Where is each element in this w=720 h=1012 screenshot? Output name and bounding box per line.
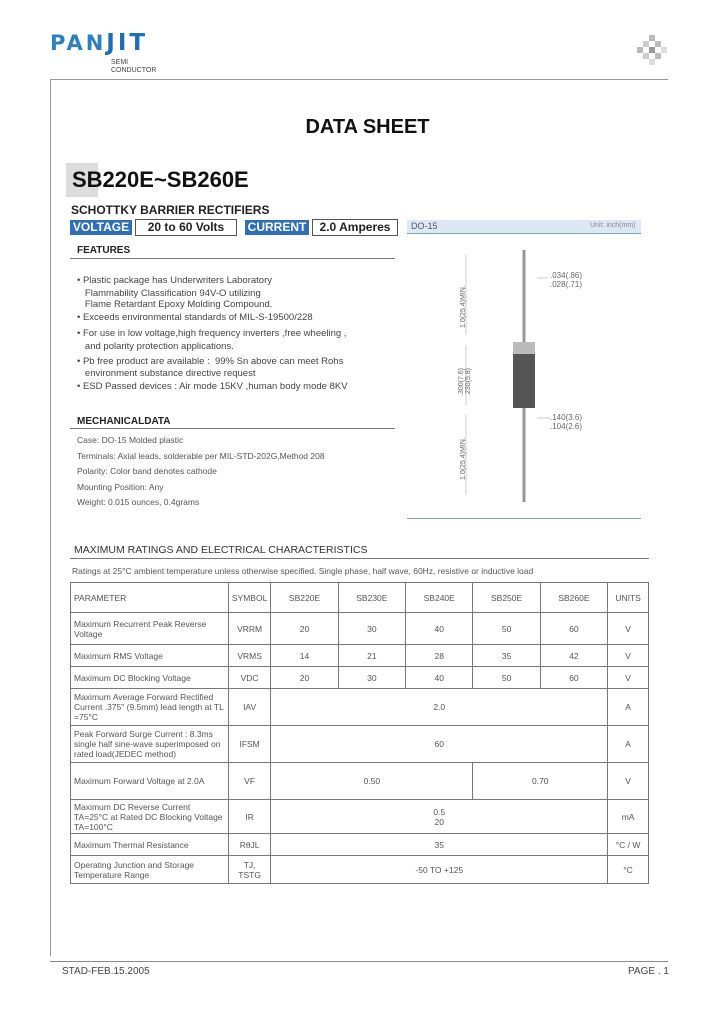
ratings-table xyxy=(70,582,649,884)
value-cell: 40 xyxy=(406,613,473,645)
page-frame-left xyxy=(50,80,51,956)
param-cell: Maximum Forward Voltage at 2.0A xyxy=(71,763,229,800)
symbol-cell: VRRM xyxy=(228,613,270,645)
value-cell: 30 xyxy=(338,667,405,689)
value-cell: 50 xyxy=(473,613,540,645)
feature-line: • Pb free product are available : 99% Sn above can meet Rohs xyxy=(77,356,344,367)
features-heading: FEATURES xyxy=(77,245,131,256)
unit-cell: V xyxy=(608,645,649,667)
value-cell: 2.0 xyxy=(271,689,608,726)
value-cell: 21 xyxy=(338,645,405,667)
header-cell: SB230E xyxy=(338,583,405,613)
unit-cell: V xyxy=(608,613,649,645)
symbol-cell: TJ, TSTG xyxy=(228,856,270,884)
feature-line: • ESD Passed devices : Air mode 15KV ,human body mode 8KV xyxy=(77,381,348,392)
unit-cell: A xyxy=(608,726,649,763)
param-cell: Peak Forward Surge Current : 8.3ms single half sine-wave superimposed on rated load(JEDEC method) xyxy=(71,726,229,763)
logo-subtitle: SEMI CONDUCTOR xyxy=(111,59,157,74)
table-row xyxy=(71,613,649,645)
value-cell: 60 xyxy=(271,726,608,763)
symbol-cell: VDC xyxy=(228,667,270,689)
header-rule xyxy=(50,79,668,80)
value-cell: 14 xyxy=(271,645,338,667)
mechanical-line: Polarity: Color band denotes cathode xyxy=(77,466,217,476)
value-cell: 0.70 xyxy=(473,763,608,800)
package-bottom-rule xyxy=(407,518,641,519)
feature-line: Flame Retardant Epoxy Molding Compound. xyxy=(77,299,273,310)
table-row xyxy=(71,834,649,856)
param-cell: Maximum DC Blocking Voltage xyxy=(71,667,229,689)
footer-date: STAD-FEB.15.2005 xyxy=(62,966,150,977)
feature-line: Flammability Classification 94V-O utilizing xyxy=(77,288,261,299)
value-cell: 50 xyxy=(473,667,540,689)
features-rule xyxy=(70,258,395,259)
header-cell: PARAMETER xyxy=(71,583,229,613)
value-cell: 30 xyxy=(338,613,405,645)
param-cell: Maximum RMS Voltage xyxy=(71,645,229,667)
value-cell: 40 xyxy=(406,667,473,689)
mechanical-line: Terminals: Axial leads, solderable per MIL-STD-202G,Method 208 xyxy=(77,451,325,461)
feature-line: and polarity protection applications. xyxy=(77,341,234,352)
page-title: DATA SHEET xyxy=(305,116,430,138)
table-row xyxy=(71,763,649,800)
page-number: PAGE . 1 xyxy=(628,966,669,977)
unit-cell: A xyxy=(608,689,649,726)
param-cell: Maximum Average Forward Rectified Current .375" (9.5mm) lead length at TL =75°C xyxy=(71,689,229,726)
voltage-label: VOLTAGE xyxy=(70,220,132,235)
header-cell: SB240E xyxy=(406,583,473,613)
table-header-row xyxy=(71,583,649,613)
header-cell: SB220E xyxy=(271,583,338,613)
package-units: Unit: inch(mm) xyxy=(590,222,636,229)
dim-body-length: .300(7.6) .230(5.8) xyxy=(458,367,472,396)
feature-line: • For use in low voltage,high frequency inverters ,free wheeling , xyxy=(77,328,347,339)
param-cell: Maximum DC Reverse Current TA=25°C at Rated DC Blocking Voltage TA=100°C xyxy=(71,800,229,834)
unit-cell: °C xyxy=(608,856,649,884)
unit-cell: °C / W xyxy=(608,834,649,856)
table-row xyxy=(71,726,649,763)
table-row xyxy=(71,689,649,726)
value-cell: -50 TO +125 xyxy=(271,856,608,884)
value-cell: 0.5 20 xyxy=(271,800,608,834)
value-cell: 42 xyxy=(540,645,607,667)
param-cell: Operating Junction and Storage Temperature Range xyxy=(71,856,229,884)
table-row xyxy=(71,856,649,884)
table-row xyxy=(71,667,649,689)
voltage-value: 20 to 60 Volts xyxy=(135,219,237,236)
table-row xyxy=(71,645,649,667)
ratings-note: Ratings at 25°C ambient temperature unless otherwise specified. Single phase, half wave, 60Hz, resistive or inductive load xyxy=(72,566,534,576)
mechanical-heading: MECHANICALDATA xyxy=(77,416,171,427)
value-cell: 35 xyxy=(271,834,608,856)
mechanical-line: Weight: 0.015 ounces, 0.4grams xyxy=(77,497,200,507)
value-cell: 20 xyxy=(271,613,338,645)
header-cell: SB260E xyxy=(540,583,607,613)
value-cell: 28 xyxy=(406,645,473,667)
param-cell: Maximum Thermal Resistance xyxy=(71,834,229,856)
unit-cell: mA xyxy=(608,800,649,834)
value-cell: 60 xyxy=(540,613,607,645)
value-cell: 35 xyxy=(473,645,540,667)
symbol-cell: RθJL xyxy=(228,834,270,856)
dim-lead-length-top: 1.0(25.4)MIN. xyxy=(460,285,467,328)
symbol-cell: IFSM xyxy=(228,726,270,763)
table-row xyxy=(71,800,649,834)
feature-line: environment substance directive request xyxy=(77,368,256,379)
value-cell: 20 xyxy=(271,667,338,689)
cathode-band xyxy=(513,342,535,354)
symbol-cell: VF xyxy=(228,763,270,800)
decorative-dots-icon xyxy=(637,35,667,65)
header-cell: UNITS xyxy=(608,583,649,613)
unit-cell: V xyxy=(608,763,649,800)
package-name: DO-15 xyxy=(411,221,438,231)
feature-line: • Plastic package has Underwriters Laboratory xyxy=(77,275,273,286)
mechanical-rule xyxy=(70,428,395,429)
mechanical-line: Mounting Position: Any xyxy=(77,482,164,492)
param-cell: Maximum Recurrent Peak Reverse Voltage xyxy=(71,613,229,645)
mechanical-line: Case: DO-15 Molded plastic xyxy=(77,435,184,445)
dim-lead-diameter: .034(.86) .028(.71) xyxy=(550,271,583,289)
header-cell: SB250E xyxy=(473,583,540,613)
ratings-heading: MAXIMUM RATINGS AND ELECTRICAL CHARACTERISTICS xyxy=(74,544,368,556)
ratings-rule xyxy=(70,558,649,559)
value-cell: 60 xyxy=(540,667,607,689)
value-cell: 0.50 xyxy=(271,763,473,800)
symbol-cell: IAV xyxy=(228,689,270,726)
current-value: 2.0 Amperes xyxy=(312,219,398,236)
feature-line: • Exceeds environmental standards of MIL-S-19500/228 xyxy=(77,312,313,323)
dim-lead-length-bottom: 1.0(25.4)MIN. xyxy=(460,437,467,480)
dim-body-diameter: .140(3.6) .104(2.6) xyxy=(550,413,583,431)
device-type: SCHOTTKY BARRIER RECTIFIERS xyxy=(71,203,270,217)
symbol-cell: IR xyxy=(228,800,270,834)
unit-cell: V xyxy=(608,667,649,689)
footer-rule xyxy=(50,961,668,962)
header-cell: SYMBOL xyxy=(228,583,270,613)
panjit-logo: PANJIT xyxy=(50,30,149,56)
current-label: CURRENT xyxy=(245,220,309,235)
part-number: SB220E~SB260E xyxy=(72,167,249,192)
symbol-cell: VRMS xyxy=(228,645,270,667)
